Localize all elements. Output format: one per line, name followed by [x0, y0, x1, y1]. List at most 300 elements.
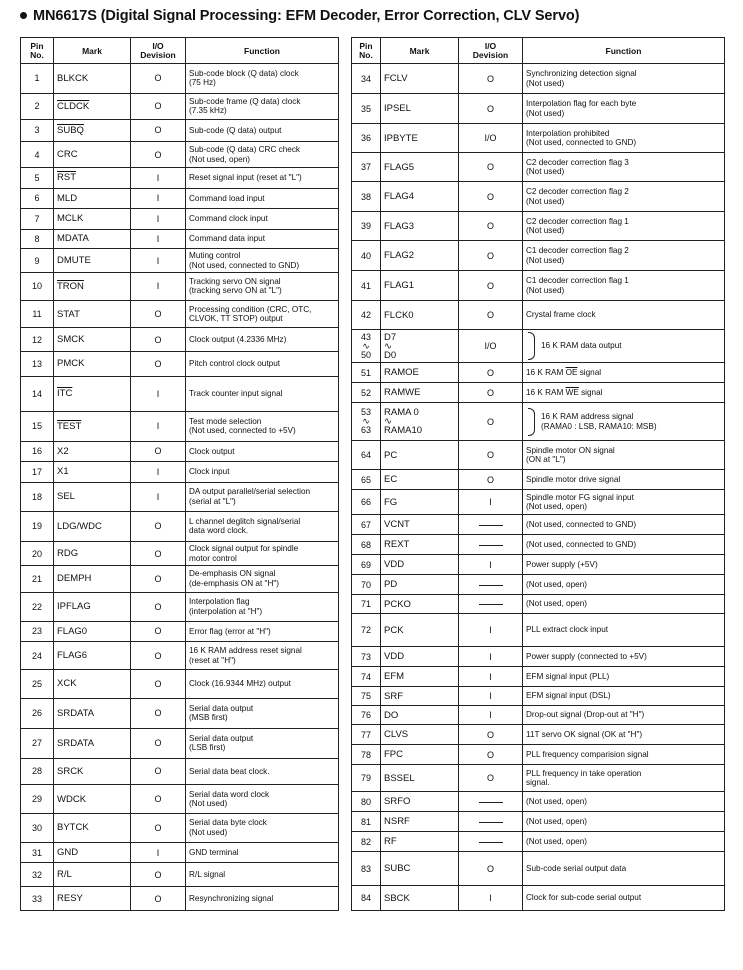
pin-number: 27 — [21, 728, 54, 758]
function-line: (Not used, open) — [526, 796, 587, 806]
function-line: 16 K RAM $\overline{WE}$ signal — [526, 387, 603, 397]
brace-text — [541, 412, 657, 431]
pin-function — [186, 167, 339, 188]
function-line: Spindle motor ON signal — [526, 445, 615, 455]
io-direction — [459, 792, 523, 812]
table-row — [21, 167, 339, 188]
io-dash — [479, 802, 503, 803]
brace-group — [526, 332, 721, 360]
pin-function — [186, 698, 339, 728]
mark-range-start: D7 — [384, 331, 397, 343]
pin-mark — [54, 167, 131, 188]
pin-function — [523, 555, 725, 575]
function-line: Clock for sub-code serial output — [526, 893, 642, 903]
pin-function — [523, 241, 725, 271]
pin-number: 75 — [352, 687, 381, 706]
function-line: Command load input — [189, 193, 265, 203]
function-line: C2 decoder correction flag 1 — [526, 216, 629, 226]
function-line: Power supply (connected to +5V) — [526, 651, 647, 661]
io-dash — [479, 545, 503, 546]
pin-function — [523, 575, 725, 595]
range-tilde: ∿ — [384, 340, 392, 352]
brace-text — [541, 341, 622, 351]
pin-function — [186, 482, 339, 511]
table-row — [352, 363, 725, 383]
io-direction: I — [131, 272, 186, 300]
io-direction: I — [459, 614, 523, 647]
io-dash — [479, 585, 503, 586]
title-text: MN6617S (Digital Signal Processing: EFM Decoder, Error Correction, CLV Servo) — [33, 8, 580, 24]
pin-number: 77 — [352, 725, 381, 745]
pin-function — [186, 229, 339, 249]
pin-mark — [381, 852, 459, 886]
io-dash — [479, 822, 503, 823]
pin-number: 72 — [352, 614, 381, 647]
io-direction: O — [131, 328, 186, 352]
function-line: (Not used) — [526, 196, 565, 206]
pin-function — [186, 785, 339, 814]
pin-function — [186, 511, 339, 542]
function-line: (Not used) — [526, 78, 565, 88]
function-line: (Not used) — [526, 226, 565, 235]
pin-number: 42 — [352, 301, 381, 330]
function-line: (Not used, connected to GND) — [526, 138, 637, 147]
table-row — [21, 670, 339, 699]
io-direction: O — [459, 94, 523, 124]
pin-number: 69 — [352, 555, 381, 575]
io-direction: I — [459, 647, 523, 667]
io-dash — [479, 604, 503, 605]
pin-function — [523, 212, 725, 241]
pin-number: 16 — [21, 441, 54, 462]
pin-number: 14 — [21, 376, 54, 411]
pin-mark — [381, 153, 459, 182]
function-line: (MSB first) — [189, 713, 228, 723]
pin-number: 19 — [21, 511, 54, 542]
pin-mark — [54, 482, 131, 511]
io-direction: O — [131, 592, 186, 621]
table-row — [21, 229, 339, 249]
function-line: Clock output — [189, 446, 235, 456]
function-line: (Not used, open) — [526, 816, 587, 826]
mark-text: DO — [384, 709, 399, 721]
mark-text: BYTCK — [57, 822, 89, 834]
pin-mark — [54, 352, 131, 377]
pin-mark — [54, 272, 131, 300]
pin-number: 34 — [352, 64, 381, 94]
pin-mark — [381, 886, 459, 911]
function-line: CLVOK, TT STOP) output — [189, 314, 283, 324]
io-direction: I/O — [459, 330, 523, 363]
pin-number: 10 — [21, 272, 54, 300]
function-line: Sub-code frame (Q data) clock — [189, 96, 301, 106]
io-direction: O — [459, 725, 523, 745]
pin-function — [523, 94, 725, 124]
pin-number: 11 — [21, 300, 54, 328]
function-line: (LSB first) — [189, 743, 226, 753]
pin-number: 3 — [21, 119, 54, 142]
pin-mark — [381, 212, 459, 241]
pin-function — [186, 758, 339, 785]
function-line: Sub-code (Q data) output — [189, 125, 282, 135]
pin-function — [523, 124, 725, 153]
table-row — [21, 93, 339, 119]
pin-mark — [381, 725, 459, 745]
io-direction: O — [459, 383, 523, 403]
mark-text: RAMOE — [384, 367, 419, 378]
range-tilde: ∿ — [362, 416, 370, 426]
table-row — [21, 64, 339, 94]
function-line: motor control — [189, 553, 237, 563]
mark-text: PCKO — [384, 598, 411, 610]
function-line: 16 K RAM $\overline{OE}$ signal — [526, 367, 602, 377]
mark-text: X1 — [57, 466, 69, 478]
mark-text: PCK — [384, 624, 404, 636]
io-direction: O — [131, 642, 186, 670]
io-direction: I — [131, 482, 186, 511]
io-direction: I — [459, 555, 523, 575]
pin-number: 76 — [352, 706, 381, 725]
pin-function — [523, 301, 725, 330]
pin-mark — [54, 728, 131, 758]
io-direction — [459, 535, 523, 555]
pin-mark — [54, 670, 131, 699]
function-line: 11T servo OK signal (OK at "H") — [526, 729, 643, 739]
header-function: Function — [523, 38, 725, 64]
pin-function — [186, 64, 339, 94]
mark-text: SUBQ — [57, 124, 84, 136]
function-line: Resynchronizing signal — [189, 893, 274, 903]
pin-mark — [54, 621, 131, 642]
mark-text: $\overline{RST}$ — [57, 172, 76, 184]
pin-function — [523, 470, 725, 490]
function-line: Clock signal output for spindle — [189, 544, 299, 554]
pin-number: 37 — [352, 153, 381, 182]
function-line: Command clock input — [189, 214, 268, 224]
io-direction — [459, 575, 523, 595]
pin-number: 1 — [21, 64, 54, 94]
table-row — [21, 209, 339, 230]
pin-mark — [381, 535, 459, 555]
function-line: (Not used, connected to +5V) — [189, 426, 296, 436]
pin-function — [186, 542, 339, 566]
pin-function — [523, 403, 725, 441]
io-direction: O — [459, 241, 523, 271]
mark-range-end: RAMA10 — [384, 425, 423, 436]
pin-mark — [54, 462, 131, 483]
mark-text: PMCK — [57, 358, 85, 370]
pin-function — [186, 462, 339, 483]
io-direction: I — [131, 229, 186, 249]
io-direction: I — [459, 687, 523, 706]
table-row — [21, 621, 339, 642]
table-row — [21, 272, 339, 300]
function-line: Drop-out signal (Drop-out at "H") — [526, 710, 645, 720]
io-direction: O — [459, 745, 523, 765]
table-row — [21, 542, 339, 566]
pin-function — [523, 595, 725, 614]
function-line: Muting control — [189, 251, 241, 261]
pin-number: 8 — [21, 229, 54, 249]
mark-text: MCLK — [57, 213, 84, 225]
table-row — [21, 441, 339, 462]
table-row — [21, 249, 339, 273]
pin-mark — [54, 93, 131, 119]
pin-number: 41 — [352, 271, 381, 301]
table-row — [352, 852, 725, 886]
pin-number: 23 — [21, 621, 54, 642]
function-line: Serial data beat clock. — [189, 766, 270, 776]
function-line: C2 decoder correction flag 2 — [526, 187, 629, 196]
pin-mark — [381, 441, 459, 470]
pin-mark — [54, 209, 131, 230]
io-direction: O — [131, 863, 186, 887]
pin-function — [523, 647, 725, 667]
pin-number: 17 — [21, 462, 54, 483]
function-line: PLL frequency comparision signal — [526, 749, 649, 759]
range-tilde: ∿ — [362, 340, 370, 351]
mark-text: R/L — [57, 869, 72, 881]
brace-icon — [528, 408, 535, 436]
io-direction: O — [131, 93, 186, 119]
pin-function — [186, 566, 339, 593]
table-row — [352, 595, 725, 614]
pin-mark — [381, 812, 459, 832]
pin-number: 79 — [352, 765, 381, 792]
table-row — [352, 301, 725, 330]
pin-number: 64 — [352, 441, 381, 470]
function-line: C2 decoder correction flag 3 — [526, 157, 629, 167]
pin-function — [523, 667, 725, 687]
pin-function — [186, 142, 339, 168]
pin-mark — [54, 566, 131, 593]
pin-mark — [54, 785, 131, 814]
table-row — [352, 765, 725, 792]
pin-mark — [381, 301, 459, 330]
pin-function — [523, 886, 725, 911]
table-row — [352, 64, 725, 94]
io-direction: I — [131, 249, 186, 273]
io-direction: I — [459, 667, 523, 687]
mark-text: DEMPH — [57, 573, 92, 585]
mark-text: BSSEL — [384, 772, 415, 784]
mark-text: LDG/WDC — [57, 520, 102, 532]
mark-text: MLD — [57, 192, 78, 204]
pin-function — [523, 363, 725, 383]
pin-number: 32 — [21, 863, 54, 887]
function-line: R/L signal — [189, 870, 226, 880]
pin-mark — [381, 832, 459, 852]
table-row — [352, 725, 725, 745]
io-direction: I — [459, 886, 523, 911]
function-line: Sub-code serial output data — [526, 863, 627, 873]
pin-number: 82 — [352, 832, 381, 852]
pin-number: 28 — [21, 758, 54, 785]
function-line: (RAMA0 : LSB, RAMA10: MSB) — [541, 421, 657, 431]
function-line: Serial data output — [189, 703, 254, 713]
pin-number: 35 — [352, 94, 381, 124]
io-direction: I — [131, 167, 186, 188]
io-direction — [459, 832, 523, 852]
pin-function — [186, 272, 339, 300]
pin-number: 83 — [352, 852, 381, 886]
pin-function — [523, 441, 725, 470]
table-row — [352, 647, 725, 667]
table-row — [352, 792, 725, 812]
mark-text: FLAG6 — [57, 650, 88, 662]
table-row — [352, 182, 725, 212]
function-line: (serial at "L") — [189, 496, 236, 506]
function-line: Clock (16.9344 MHz) output — [189, 679, 291, 689]
pin-function — [186, 842, 339, 863]
table-row — [352, 667, 725, 687]
header-pin: Pin No. — [352, 38, 381, 64]
page-title — [20, 8, 579, 24]
table-row — [352, 515, 725, 535]
pin-number: 73 — [352, 647, 381, 667]
pin-function — [186, 188, 339, 209]
pin-mark — [381, 595, 459, 614]
mark-text: RAMWE — [384, 387, 421, 398]
pin-function — [523, 330, 725, 363]
brace-group — [526, 408, 721, 436]
pin-mark — [54, 863, 131, 887]
pin-number: 39 — [352, 212, 381, 241]
function-line: (reset at "H") — [189, 655, 236, 665]
table-row — [352, 687, 725, 706]
io-direction: I — [131, 411, 186, 441]
pin-number: 80 — [352, 792, 381, 812]
table-row — [21, 863, 339, 887]
mark-text: FLCK0 — [384, 309, 414, 321]
pin-number — [352, 330, 381, 363]
mark-text: SMCK — [57, 334, 85, 346]
io-direction: I/O — [459, 124, 523, 153]
function-line: Sub-code (Q data) CRC check — [189, 145, 301, 155]
mark-text: EFM — [384, 671, 405, 682]
io-direction: O — [131, 566, 186, 593]
pin-number: 51 — [352, 363, 381, 383]
io-direction: O — [459, 470, 523, 490]
function-line: (75 Hz) — [189, 78, 216, 88]
io-direction: O — [459, 363, 523, 383]
function-line: Processing condition (CRC, OTC, — [189, 304, 312, 314]
pin-function — [186, 300, 339, 328]
pin-mark — [54, 142, 131, 168]
pin-mark — [54, 441, 131, 462]
pin-function — [523, 765, 725, 792]
mark-text: STAT — [57, 308, 80, 320]
mark-text: FLAG1 — [384, 280, 415, 291]
io-direction: O — [131, 785, 186, 814]
pin-number: 38 — [352, 182, 381, 212]
io-direction: O — [131, 441, 186, 462]
pin-function — [186, 814, 339, 843]
function-line: Interpolation flag — [189, 597, 250, 607]
pin-number: 26 — [21, 698, 54, 728]
pin-number: 84 — [352, 886, 381, 911]
function-line: Clock output (4.2336 MHz) — [189, 335, 287, 344]
table-row — [352, 812, 725, 832]
mark-text: PD — [384, 579, 398, 590]
pin-number: 66 — [352, 490, 381, 515]
function-line: Error flag (error at "H") — [189, 626, 271, 636]
table-row — [352, 886, 725, 911]
function-line: Power supply (+5V) — [526, 559, 598, 569]
mark-text: IPBYTE — [384, 132, 418, 144]
table-row — [352, 94, 725, 124]
mark-text: RESY — [57, 893, 83, 905]
pin-number: 78 — [352, 745, 381, 765]
mark-text: GND — [57, 847, 79, 859]
function-line: GND terminal — [189, 847, 239, 857]
mark-text: SRCK — [57, 765, 84, 777]
table-row — [352, 271, 725, 301]
mark-text: CLDCK — [57, 100, 90, 112]
pin-number: 4 — [21, 142, 54, 168]
mark-text: SRF — [384, 690, 403, 702]
function-line: (Not used, open) — [526, 579, 587, 589]
io-direction: O — [459, 765, 523, 792]
mark-text: TEST — [57, 420, 82, 432]
table-row — [21, 376, 339, 411]
table-row — [352, 490, 725, 515]
pin-function — [523, 271, 725, 301]
pin-mark — [54, 842, 131, 863]
pin-function — [186, 93, 339, 119]
io-direction: I — [131, 462, 186, 483]
pin-mark — [381, 470, 459, 490]
table-row — [352, 555, 725, 575]
pin-function — [186, 592, 339, 621]
io-direction: O — [459, 182, 523, 212]
function-line: Pitch control clock output — [189, 359, 281, 369]
mark-text: SBCK — [384, 892, 410, 904]
table-row — [352, 441, 725, 470]
pin-mark — [54, 300, 131, 328]
pin-mark — [381, 667, 459, 687]
io-direction — [459, 515, 523, 535]
header-row — [21, 38, 339, 64]
pin-number: 68 — [352, 535, 381, 555]
table-row — [21, 785, 339, 814]
function-line: (Not used) — [189, 827, 228, 837]
mark-text: DMUTE — [57, 255, 91, 267]
io-direction: O — [459, 64, 523, 94]
function-line: (ON at "L") — [526, 455, 566, 464]
pin-function — [523, 383, 725, 403]
pin-function — [186, 352, 339, 377]
pin-number: 24 — [21, 642, 54, 670]
function-line: data word clock. — [189, 526, 249, 536]
mark-text: CLVS — [384, 729, 409, 740]
pin-number: 52 — [352, 383, 381, 403]
mark-text: REXT — [384, 539, 410, 550]
function-line: Interpolation prohibited — [526, 128, 610, 138]
table-row — [21, 566, 339, 593]
pin-mark — [381, 792, 459, 812]
function-line: Serial data byte clock — [189, 818, 267, 828]
header-row — [352, 38, 725, 64]
pin-number: 65 — [352, 470, 381, 490]
table-row — [21, 300, 339, 328]
pin-function — [523, 64, 725, 94]
pin-number: 67 — [352, 515, 381, 535]
mark-text: FPC — [384, 749, 403, 760]
io-direction: O — [131, 542, 186, 566]
table-row — [21, 698, 339, 728]
pin-mark — [381, 182, 459, 212]
